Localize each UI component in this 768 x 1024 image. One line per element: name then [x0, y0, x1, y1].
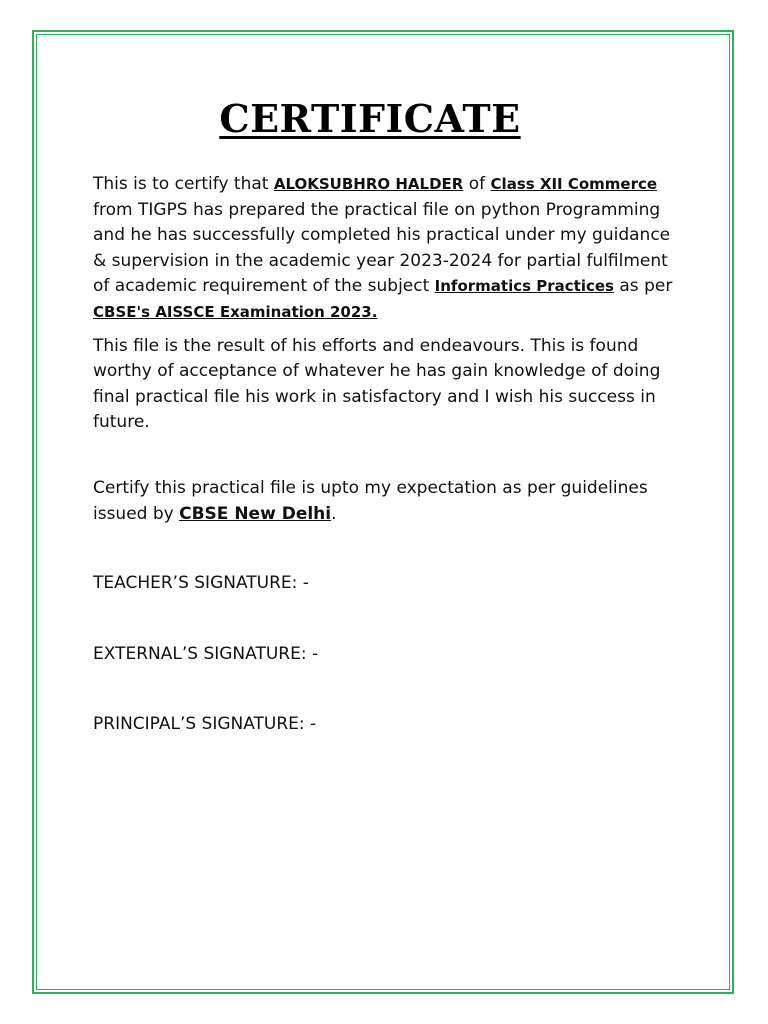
external-signature-line: EXTERNAL’S SIGNATURE: -	[93, 643, 319, 664]
teacher-signature-line: TEACHER’S SIGNATURE: -	[93, 573, 309, 594]
lead-text: This is to certify that	[93, 174, 274, 194]
expectation-text: Certify this practical file is upto my expectation as per guidelines issued by	[93, 477, 648, 524]
subject-name: Informatics Practices	[434, 277, 614, 296]
certificate-body	[93, 172, 683, 738]
expectation-paragraph	[93, 476, 683, 527]
expectation-end: .	[331, 503, 337, 524]
body-text: from TIGPS has prepared the practical file on python Programming and he has successfully completed his practical under my guidance & supervision in the academic year 2023-2024 for partial fulfilment of academic requirement of the subject	[93, 199, 671, 297]
of-text: of	[463, 174, 491, 194]
principal-signature-line: PRINCIPAL’S SIGNATURE: -	[93, 714, 317, 735]
exam-name: CBSE's AISSCE Examination 2023.	[93, 302, 378, 321]
certification-paragraph	[93, 172, 683, 326]
class-name: Class XII Commerce	[490, 175, 658, 193]
student-name: ALOKSUBHRO HALDER	[273, 175, 464, 193]
board-name: CBSE New Delhi	[179, 503, 332, 524]
as-per-text: as per	[613, 276, 673, 297]
effort-paragraph: This file is the result of his efforts and endeavours. This is found worthy of acceptance of whatever he has gain knowledge of doing final practical file his work in satisfactory and I wish his success in future.	[93, 335, 661, 433]
certificate-title: CERTIFICATE	[219, 96, 521, 141]
